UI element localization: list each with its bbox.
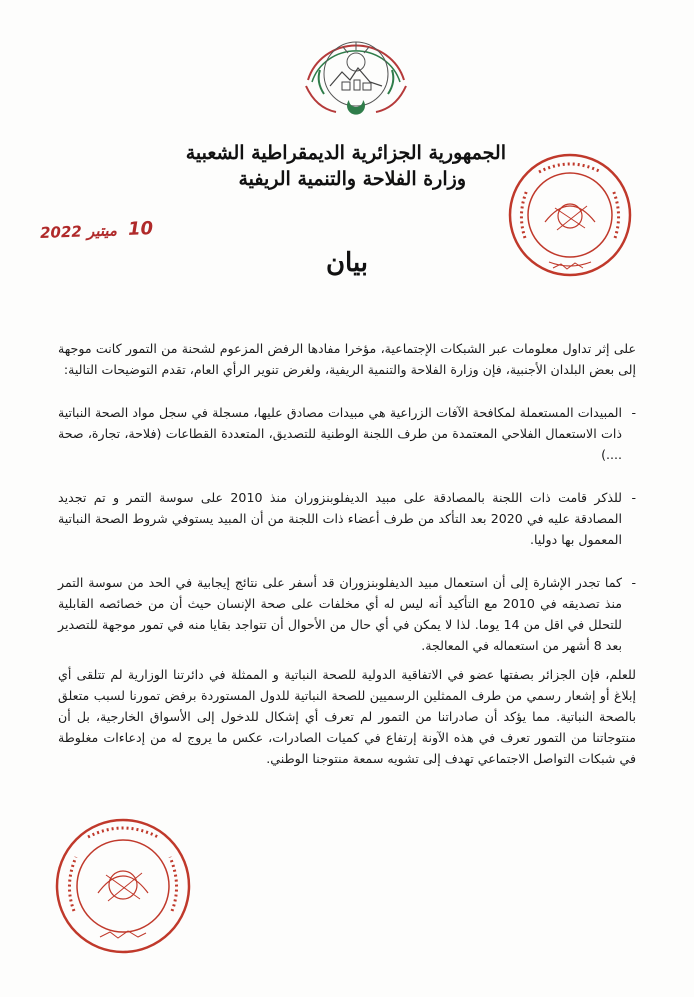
republic-name: الجمهورية الجزائرية الديمقراطية الشعبية bbox=[185, 142, 506, 164]
date-day: 10 bbox=[127, 218, 154, 240]
statement-title: بيان bbox=[325, 248, 369, 278]
date-stamp bbox=[40, 218, 154, 243]
ministry-seal-bottom bbox=[52, 815, 194, 957]
statement-body bbox=[58, 338, 636, 777]
intro-paragraph: على إثر تداول معلومات عبر الشبكات الإجتماعية، مؤخرا مفادها الرفض المزعوم لشحنة من التمور كانت موجهة إلى بعض البلدان الأجنبية، فإن وزارة الفلاحة والتنمية الريفية، ولغرض تنوير الرأي العام، تقدم التوضيحات التالية: bbox=[58, 341, 636, 377]
bullet-paragraph-1: - المبيدات المستعملة لمكافحة الآفات الزراعية هي مبيدات مصادق عليها، مسجلة في سجل مواد الصحة النباتية ذات الاستعمال الفلاحي المعتمدة من طرف اللجنة الوطنية للتصديق، المتعددة القطاعات (فلاحة، تجارة، صحة ....) bbox=[58, 402, 636, 465]
ministry-name: وزارة الفلاحة والتنمية الريفية bbox=[238, 168, 466, 190]
bullet-paragraph-3: - كما تجدر الإشارة إلى أن استعمال مبيد الديفلوبنزوران قد أسفر على نتائج إيجابية في الحد من سوسة التمر منذ تصديقه في 2010 مع التأكيد أنه ليس له أي مخلفات على صحة الإنسان حيث أن من خصائصه القابلية للتحلل في اقل من 14 يوما. لذا لا يمكن في أي حال من الأحوال أن تتواجد بقايا منه في تمور موجهة للتصدير بعد 8 أشهر من استعماله في المعالجة. bbox=[58, 572, 636, 656]
coat-of-arms-emblem bbox=[296, 20, 416, 120]
letterhead bbox=[146, 140, 506, 192]
date-month-year: ميتير 2022 bbox=[39, 221, 118, 242]
bullet-paragraph-2: - للذكر قامت ذات اللجنة بالمصادقة على مبيد الديفلوبنزوران منذ 2010 على سوسة التمر و تم تجديد المصادقة عليه في 2020 بعد التأكد من طرف أعضاء ذات اللجنة من أن المبيد يستوفي شروط الصحة النباتية المعمول بها دوليا. bbox=[58, 487, 636, 550]
closing-paragraph: للعلم، فإن الجزائر بصفتها عضو في الاتفاقية الدولية للصحة النباتية و الممثلة في دائرتنا الوزارية لم تتلقى أي إبلاغ أو إشعار رسمي من طرف الممثلين الرسميين للصحة النباتية للدول المستوردة برفض تمورنا لسبب متعلق بالصحة النباتية. مما يؤكد أن صادراتنا من التمور لم تعرف أي إشكال للدخول إلى الأسواق الخارجية، بل أن منتوجاتنا من التمور تعرف في هذه الآونة إرتفاع في كميات الصادرات، عكس ما يروج له من إدعاءات مغلوطة في شبكات التواصل الاجتماعي تهدف إلى تشويه سمعة منتوجنا الوطني. bbox=[58, 667, 636, 766]
